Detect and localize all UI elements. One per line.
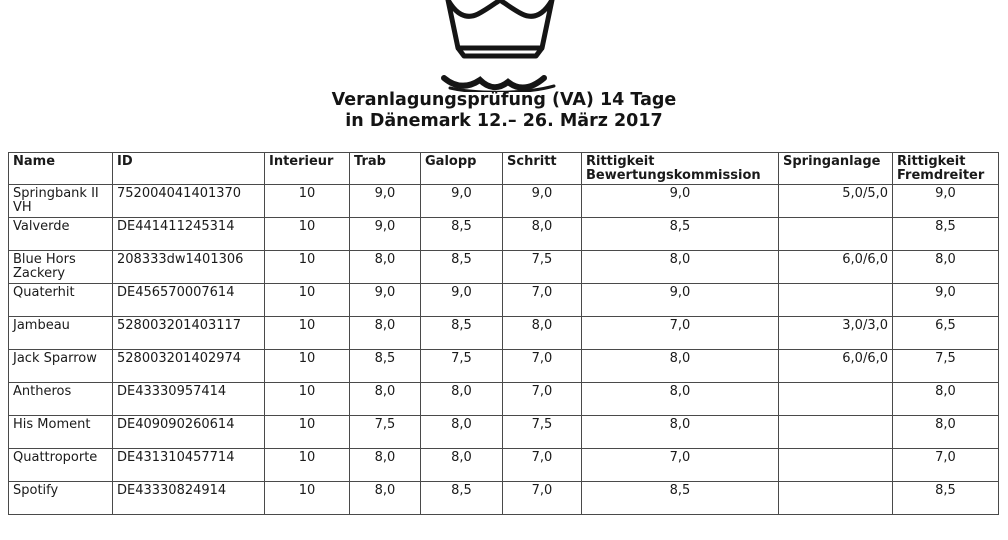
cell-name: Spotify xyxy=(9,482,113,515)
cell-rittigkeit-kommission: 9,0 xyxy=(582,185,779,218)
cell-rittigkeit-fremdreiter: 6,5 xyxy=(893,317,999,350)
crown-waves-logo xyxy=(436,0,566,92)
cell-rittigkeit-fremdreiter: 8,0 xyxy=(893,383,999,416)
cell-rittigkeit-kommission: 8,0 xyxy=(582,416,779,449)
cell-trab: 9,0 xyxy=(350,284,421,317)
cell-galopp: 8,0 xyxy=(421,449,503,482)
cell-id: DE43330824914 xyxy=(113,482,265,515)
cell-rittigkeit-kommission: 8,5 xyxy=(582,218,779,251)
cell-rittigkeit-fremdreiter: 7,5 xyxy=(893,350,999,383)
cell-name: Springbank II VH xyxy=(9,185,113,218)
table-row xyxy=(9,284,999,317)
cell-galopp: 8,5 xyxy=(421,482,503,515)
cell-springanlage: 3,0/3,0 xyxy=(779,317,893,350)
cell-springanlage: 6,0/6,0 xyxy=(779,350,893,383)
table-header-row xyxy=(9,153,999,185)
table-row xyxy=(9,449,999,482)
cell-id: DE43330957414 xyxy=(113,383,265,416)
cell-name: His Moment xyxy=(9,416,113,449)
cell-trab: 9,0 xyxy=(350,185,421,218)
table-row xyxy=(9,218,999,251)
title-line-1: Veranlagungsprüfung (VA) 14 Tage xyxy=(331,90,677,110)
cell-trab: 8,0 xyxy=(350,383,421,416)
cell-springanlage: 6,0/6,0 xyxy=(779,251,893,284)
cell-id: 528003201402974 xyxy=(113,350,265,383)
cell-interieur: 10 xyxy=(265,350,350,383)
cell-id: 752004041401370 xyxy=(113,185,265,218)
cell-rittigkeit-fremdreiter: 8,0 xyxy=(893,251,999,284)
table-row xyxy=(9,317,999,350)
cell-schritt: 7,0 xyxy=(503,449,582,482)
cell-trab: 9,0 xyxy=(350,218,421,251)
column-header-id: ID xyxy=(113,153,265,185)
cell-name: Jack Sparrow xyxy=(9,350,113,383)
cell-name: Valverde xyxy=(9,218,113,251)
cell-schritt: 7,0 xyxy=(503,383,582,416)
cell-rittigkeit-fremdreiter: 8,5 xyxy=(893,482,999,515)
cell-rittigkeit-kommission: 8,0 xyxy=(582,350,779,383)
table-row xyxy=(9,482,999,515)
cell-springanlage xyxy=(779,218,893,251)
column-header-name: Name xyxy=(9,153,113,185)
cell-galopp: 9,0 xyxy=(421,284,503,317)
cell-rittigkeit-kommission: 8,0 xyxy=(582,251,779,284)
cell-schritt: 7,0 xyxy=(503,350,582,383)
cell-rittigkeit-fremdreiter: 8,5 xyxy=(893,218,999,251)
cell-springanlage: 5,0/5,0 xyxy=(779,185,893,218)
cell-id: 208333dw1401306 xyxy=(113,251,265,284)
cell-galopp: 7,5 xyxy=(421,350,503,383)
cell-rittigkeit-fremdreiter: 7,0 xyxy=(893,449,999,482)
cell-id: DE456570007614 xyxy=(113,284,265,317)
cell-name: Blue Hors Zackery xyxy=(9,251,113,284)
cell-galopp: 9,0 xyxy=(421,185,503,218)
cell-interieur: 10 xyxy=(265,218,350,251)
results-table xyxy=(8,152,999,515)
cell-rittigkeit-fremdreiter: 9,0 xyxy=(893,185,999,218)
cell-rittigkeit-kommission: 7,0 xyxy=(582,317,779,350)
column-header-rittigkeit-kommission: Rittigkeit Bewertungskommission xyxy=(582,153,779,185)
cell-trab: 8,5 xyxy=(350,350,421,383)
table-row xyxy=(9,185,999,218)
column-header-interieur: Interieur xyxy=(265,153,350,185)
cell-rittigkeit-kommission: 8,0 xyxy=(582,383,779,416)
cell-springanlage xyxy=(779,482,893,515)
cell-galopp: 8,0 xyxy=(421,383,503,416)
cell-name: Jambeau xyxy=(9,317,113,350)
cell-schritt: 8,0 xyxy=(503,218,582,251)
cell-interieur: 10 xyxy=(265,416,350,449)
table-row xyxy=(9,350,999,383)
cell-schritt: 7,5 xyxy=(503,251,582,284)
cell-interieur: 10 xyxy=(265,284,350,317)
cell-id: DE441411245314 xyxy=(113,218,265,251)
cell-id: DE431310457714 xyxy=(113,449,265,482)
cell-trab: 7,5 xyxy=(350,416,421,449)
title-line-2: in Dänemark 12.– 26. März 2017 xyxy=(345,111,663,131)
cell-galopp: 8,0 xyxy=(421,416,503,449)
column-header-rittigkeit-fremdreiter: Rittigkeit Fremdreiter xyxy=(893,153,999,185)
cell-interieur: 10 xyxy=(265,383,350,416)
cell-schritt: 7,0 xyxy=(503,284,582,317)
cell-interieur: 10 xyxy=(265,449,350,482)
column-header-trab: Trab xyxy=(350,153,421,185)
cell-springanlage xyxy=(779,284,893,317)
table-row xyxy=(9,383,999,416)
cell-rittigkeit-kommission: 7,0 xyxy=(582,449,779,482)
page-title xyxy=(0,90,1008,132)
cell-galopp: 8,5 xyxy=(421,251,503,284)
cell-schritt: 9,0 xyxy=(503,185,582,218)
cell-springanlage xyxy=(779,449,893,482)
cell-id: DE409090260614 xyxy=(113,416,265,449)
column-header-schritt: Schritt xyxy=(503,153,582,185)
table-row xyxy=(9,251,999,284)
cell-rittigkeit-kommission: 9,0 xyxy=(582,284,779,317)
cell-trab: 8,0 xyxy=(350,251,421,284)
cell-rittigkeit-fremdreiter: 8,0 xyxy=(893,416,999,449)
cell-interieur: 10 xyxy=(265,482,350,515)
cell-rittigkeit-kommission: 8,5 xyxy=(582,482,779,515)
cell-id: 528003201403117 xyxy=(113,317,265,350)
table-row xyxy=(9,416,999,449)
column-header-springanlage: Springanlage xyxy=(779,153,893,185)
cell-galopp: 8,5 xyxy=(421,218,503,251)
cell-trab: 8,0 xyxy=(350,449,421,482)
cell-interieur: 10 xyxy=(265,251,350,284)
cell-name: Quaterhit xyxy=(9,284,113,317)
cell-name: Quattroporte xyxy=(9,449,113,482)
cell-trab: 8,0 xyxy=(350,482,421,515)
cell-schritt: 7,0 xyxy=(503,482,582,515)
cell-galopp: 8,5 xyxy=(421,317,503,350)
cell-name: Antheros xyxy=(9,383,113,416)
cell-schritt: 8,0 xyxy=(503,317,582,350)
cell-interieur: 10 xyxy=(265,185,350,218)
cell-schritt: 7,5 xyxy=(503,416,582,449)
cell-springanlage xyxy=(779,383,893,416)
cell-rittigkeit-fremdreiter: 9,0 xyxy=(893,284,999,317)
cell-trab: 8,0 xyxy=(350,317,421,350)
column-header-galopp: Galopp xyxy=(421,153,503,185)
cell-springanlage xyxy=(779,416,893,449)
cell-interieur: 10 xyxy=(265,317,350,350)
